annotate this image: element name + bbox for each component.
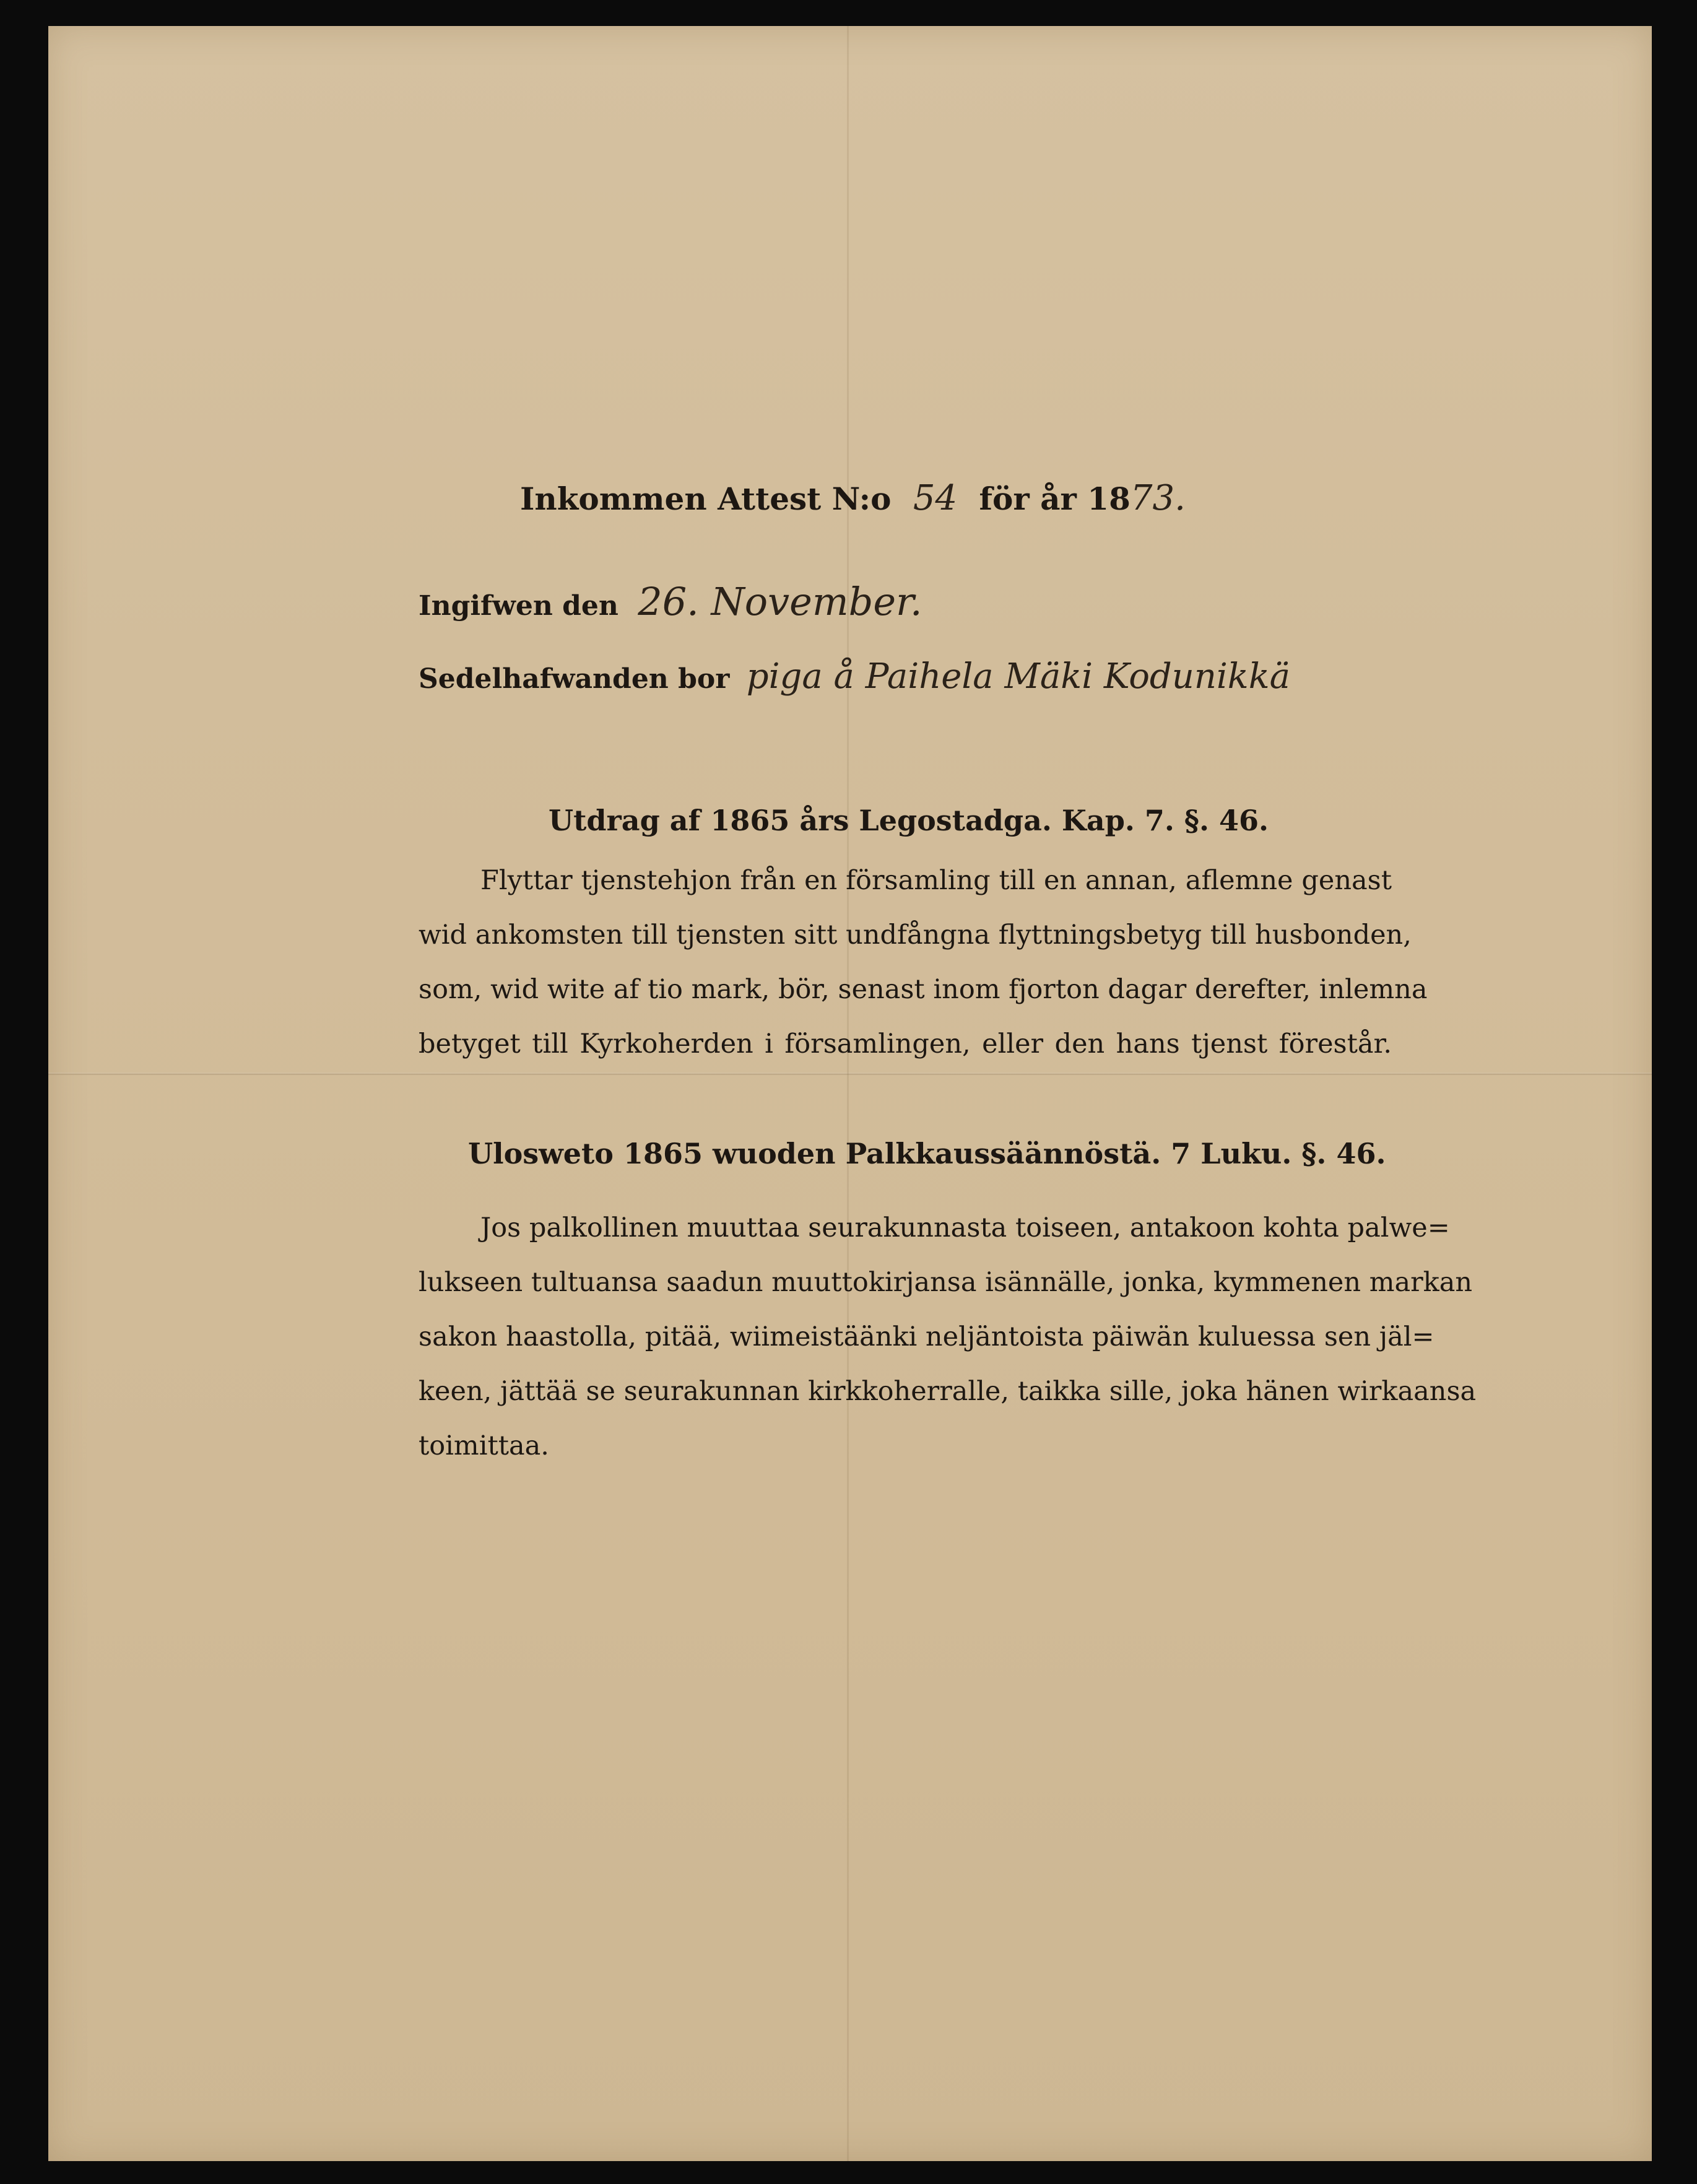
swedish-line: som, wid wite af tio mark, bör, senast inom fjorton dagar derefter, inlemna (419, 974, 1428, 1005)
finnish-title: Ulosweto 1865 wuoden Palkkaussäännöstä. 7 Luku. §. 46. (468, 1137, 1386, 1170)
ingifwen-value: 26. November. (638, 579, 922, 624)
attest-number: 54 (913, 478, 958, 518)
finnish-paragraph (419, 1201, 1477, 1473)
swedish-line: betyget till Kyrkoherden i församlingen, eller den hans tjenst förestår. (419, 1029, 1392, 1059)
finnish-line: Jos palkollinen muuttaa seurakunnasta toiseen, antakoon kohta palwe= (480, 1212, 1450, 1243)
sedel-value: piga å Paihela Mäki Kodunikkä (746, 656, 1291, 697)
swedish-line: Flyttar tjenstehjon från en församling till en annan, aflemne genast (480, 865, 1392, 896)
attest-header (520, 478, 1186, 518)
horizontal-fold-crease (48, 1072, 1652, 1075)
document-sheet (48, 26, 1652, 2161)
swedish-paragraph (419, 853, 1428, 1071)
ingifwen-label: Ingifwen den (419, 590, 618, 622)
sedel-label: Sedelhafwanden bor (419, 663, 730, 695)
attest-year-prefix: för år 18 (979, 481, 1131, 517)
attest-header-prefix: Inkommen Attest N:o (520, 481, 892, 517)
vertical-fold-crease (847, 26, 849, 2161)
finnish-line: sakon haastolla, pitää, wiimeistäänki neljäntoista päiwän kuluessa sen jäl= (419, 1321, 1434, 1352)
finnish-line: lukseen tultuansa saadun muuttokirjansa isännälle, jonka, kymmenen markan (419, 1267, 1473, 1298)
sedel-row (419, 656, 1290, 697)
swedish-title: Utdrag af 1865 års Legostadga. Kap. 7. §. 46. (549, 804, 1269, 837)
finnish-line: toimittaa. (419, 1430, 549, 1461)
ingifwen-row (419, 579, 922, 624)
attest-year-suffix: 73. (1130, 478, 1186, 518)
swedish-line: wid ankomsten till tjensten sitt undfångna flyttningsbetyg till husbonden, (419, 920, 1412, 951)
finnish-line: keen, jättää se seurakunnan kirkkoherralle, taikka sille, joka hänen wirkaansa (419, 1376, 1477, 1407)
